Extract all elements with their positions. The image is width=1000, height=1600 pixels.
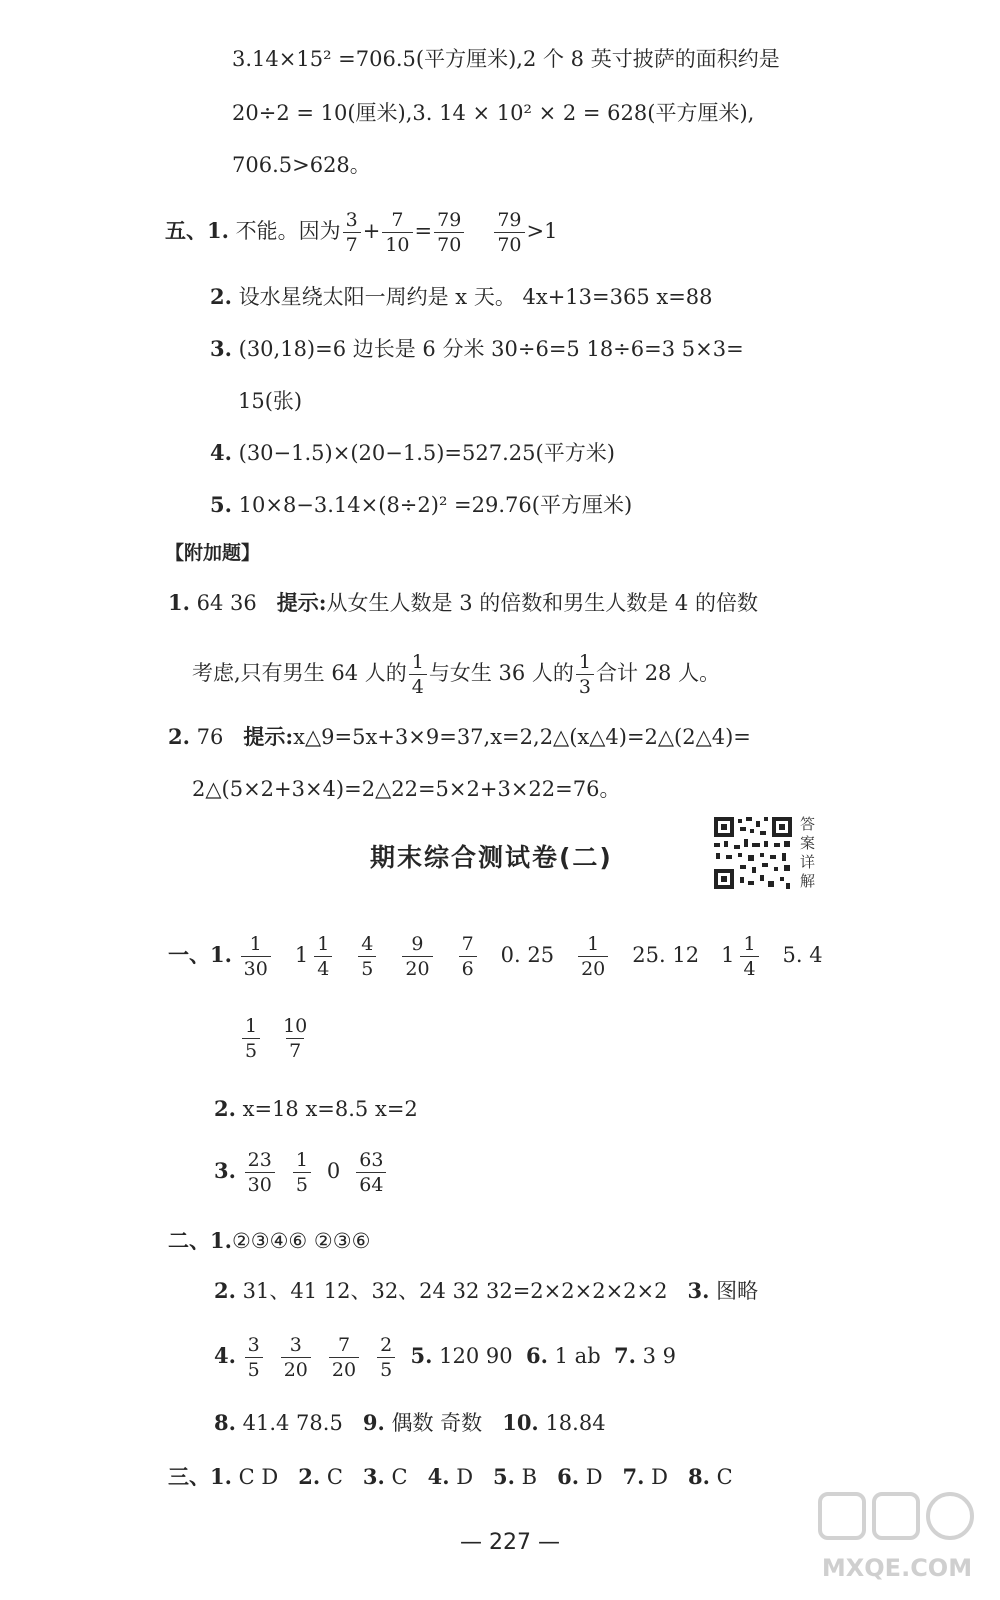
fraction: $\frac{23}{30}$ bbox=[245, 1148, 275, 1197]
fraction: $\frac{9}{20}$ bbox=[402, 932, 432, 981]
s5-q5: 5. 10×8−3.14×(8÷2)² =29.76(平方厘米) bbox=[210, 492, 633, 517]
fraction: $\frac{1}{4}$ bbox=[740, 932, 758, 981]
mixed-whole: 1 bbox=[294, 943, 309, 967]
qr-code-graphic bbox=[712, 815, 794, 891]
fraction: $\frac{3}{5}$ bbox=[245, 1333, 263, 1382]
prev-line-1: 3.14×15² =706.5(平方厘米),2 个 8 英寸披萨的面积约是 bbox=[232, 47, 780, 71]
answer: D bbox=[449, 1465, 474, 1489]
fraction: $\frac{1}{4}$ bbox=[409, 650, 427, 699]
s5-q3: 3. (30,18)=6 边长是 6 分米 30÷6=5 18÷6=3 5×3= bbox=[210, 336, 744, 361]
fraction: $\frac{1}{30}$ bbox=[241, 932, 271, 981]
s5-q2: 2. 设水星绕太阳一周约是 x 天。 4x+13=365 x=88 bbox=[210, 284, 713, 309]
mixed-whole: 1 bbox=[721, 943, 735, 967]
s5-label: 五、1. bbox=[165, 218, 229, 243]
p2-q2: 2. 31、41 12、32、24 32 32=2×2×2×2×2 3. 图略 bbox=[214, 1278, 759, 1303]
s5-q1-gt: >1 bbox=[526, 219, 558, 243]
extra-q1-cont: 考虑,只有男生 64 人的 $\frac{1}{4}$ 与女生 36 人的 $\frac{1}{3}$ 合计 28 人。 bbox=[192, 651, 721, 698]
answer: C bbox=[320, 1465, 343, 1489]
fraction: $\frac{7}{20}$ bbox=[329, 1333, 359, 1382]
answer: D bbox=[579, 1465, 603, 1489]
fraction: $\frac{2}{5}$ bbox=[377, 1333, 395, 1382]
qr-code[interactable] bbox=[712, 815, 794, 891]
fraction: $\frac{4}{5}$ bbox=[358, 932, 376, 981]
svg-text:MXQE.COM: MXQE.COM bbox=[821, 1554, 973, 1582]
p3-label: 三、 bbox=[168, 1464, 210, 1489]
question-number: 2. bbox=[298, 1464, 321, 1489]
p1-label: 一、1. bbox=[168, 942, 232, 967]
question-number: 6. bbox=[557, 1464, 580, 1489]
page-number: — 227 — bbox=[460, 1530, 560, 1555]
answer: B bbox=[514, 1465, 538, 1489]
value: 0. 25 bbox=[500, 943, 555, 967]
fraction: $\frac{3}{20}$ bbox=[281, 1333, 311, 1382]
fraction: $\frac{63}{64}$ bbox=[356, 1148, 386, 1197]
prev-line-2: 20÷2 = 10(厘米),3. 14 × 10² × 2 = 628(平方厘米), bbox=[232, 101, 755, 125]
fraction: $\frac{1}{5}$ bbox=[293, 1148, 311, 1197]
question-number: 3. bbox=[362, 1464, 385, 1489]
qr-label: 答案详解 bbox=[800, 815, 816, 890]
answer: D bbox=[644, 1465, 668, 1489]
answer: C bbox=[709, 1465, 733, 1489]
s5-q1-text: 不能。因为 bbox=[235, 219, 341, 243]
p1-q1-row2 bbox=[240, 1012, 312, 1063]
answer: C D bbox=[231, 1465, 279, 1489]
fraction: $\frac{1}{3}$ bbox=[576, 650, 594, 699]
value: 25. 12 bbox=[632, 943, 700, 967]
fraction: $\frac{7}{6}$ bbox=[459, 932, 477, 981]
question-number: 8. bbox=[687, 1464, 710, 1489]
answer: C bbox=[384, 1465, 408, 1489]
p2-q8-10: 8. 41.4 78.5 9. 偶数 奇数 10. 18.84 bbox=[214, 1410, 606, 1435]
extra-q2: 2. 76 提示:x△9=5x+3×9=37,x=2,2△(x△4)=2△(2△4)= bbox=[168, 724, 751, 749]
p1-q1-row1 bbox=[168, 930, 823, 981]
fraction: $\frac{10}{7}$ bbox=[283, 1015, 308, 1062]
fraction: $\frac{1}{5}$ bbox=[242, 1014, 260, 1063]
question-number: 5. bbox=[493, 1464, 515, 1489]
p1-q3: 3. $\frac{23}{30}$ $\frac{1}{5}$ 0 $\frac{63}{64}$ bbox=[214, 1146, 388, 1197]
value: 5. 4 bbox=[782, 943, 823, 967]
fraction: $\frac{1}{20}$ bbox=[578, 932, 608, 981]
watermark-logo bbox=[812, 1490, 982, 1590]
fraction: $\frac{1}{4}$ bbox=[314, 932, 332, 981]
fraction: $\frac{3}{7}$ bbox=[343, 208, 361, 257]
fraction: $\frac{7}{10}$ bbox=[382, 208, 412, 257]
question-number: 7. bbox=[622, 1464, 645, 1489]
test-title: 期末综合测试卷(二) bbox=[370, 843, 613, 872]
p1-q2: 2. x=18 x=8.5 x=2 bbox=[214, 1096, 418, 1121]
extra-header: 【附加题】 bbox=[165, 542, 261, 564]
s5-q1: 五、1. 不能。因为 $\frac{3}{7}$ + $\frac{7}{10}$ = $\frac{79}{70}$ $\frac{79}{70}$ >1 bbox=[165, 209, 558, 256]
question-number: 1. bbox=[210, 1464, 232, 1489]
question-number: 4. bbox=[427, 1464, 450, 1489]
extra-q2-cont: 2△(5×2+3×4)=2△22=5×2+3×22=76。 bbox=[192, 777, 621, 801]
s5-q4: 4. (30−1.5)×(20−1.5)=527.25(平方米) bbox=[210, 440, 615, 465]
s5-q3-cont: 15(张) bbox=[238, 389, 303, 413]
p3-row bbox=[168, 1462, 733, 1492]
p2-q1: 二、1.②③④⑥ ②③⑥ bbox=[168, 1228, 371, 1253]
prev-line-3: 706.5>628。 bbox=[232, 153, 371, 177]
fraction: $\frac{79}{70}$ bbox=[494, 208, 524, 257]
extra-q1: 1. 64 36 提示:从女生人数是 3 的倍数和男生人数是 4 的倍数 bbox=[168, 590, 758, 615]
fraction: $\frac{79}{70}$ bbox=[434, 208, 464, 257]
p2-q4-7: 4. $\frac{3}{5}$ $\frac{3}{20}$ $\frac{7}{20}$ $\frac{2}{5}$ 5. 120 90 6. 1 ab 7. 3 9 bbox=[214, 1334, 677, 1381]
